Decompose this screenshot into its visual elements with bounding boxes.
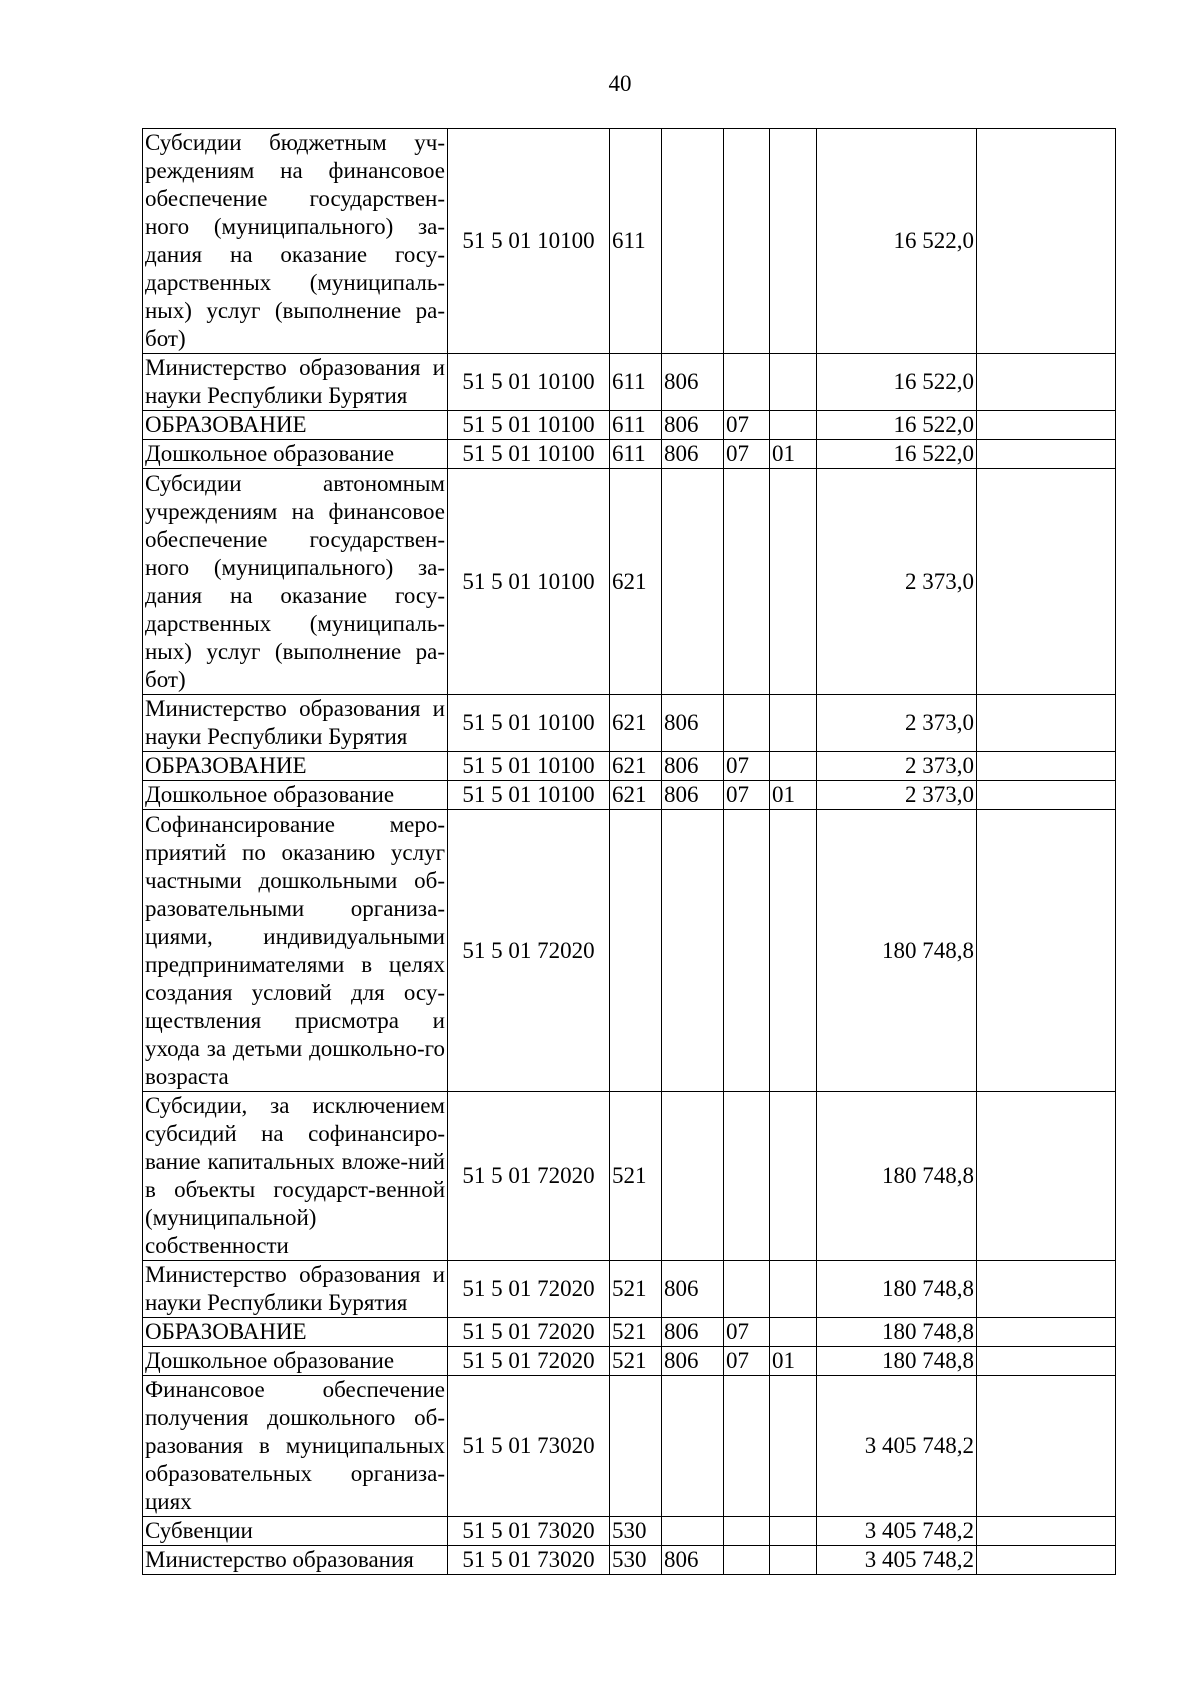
row-subsection — [770, 469, 817, 695]
row-ministry-code — [662, 810, 724, 1092]
row-subsection — [770, 1092, 817, 1261]
row-extra — [977, 695, 1116, 752]
budget-table — [142, 128, 1116, 1575]
row-section — [724, 1546, 770, 1575]
row-section: 07 — [724, 1318, 770, 1347]
row-ministry-code: 806 — [662, 1347, 724, 1376]
row-subsection: 01 — [770, 1347, 817, 1376]
row-expense-type — [610, 1376, 662, 1517]
row-extra — [977, 1318, 1116, 1347]
row-subsection — [770, 129, 817, 354]
row-subsection — [770, 695, 817, 752]
table-row — [143, 1517, 1116, 1546]
row-amount: 16 522,0 — [817, 411, 977, 440]
row-ministry-code: 806 — [662, 752, 724, 781]
row-target-article: 51 5 01 10100 — [448, 752, 610, 781]
row-name: Субсидии бюджетным уч-реждениям на финансовое обеспечение государствен-ного (муниципального) за-дания на оказание госу-дарственных (муниципаль-ных) услуг (выполнение ра-бот) — [143, 129, 448, 354]
row-name: Министерство образования и науки Республики Бурятия — [143, 695, 448, 752]
row-expense-type: 521 — [610, 1318, 662, 1347]
row-expense-type: 521 — [610, 1092, 662, 1261]
row-subsection — [770, 1376, 817, 1517]
row-section: 07 — [724, 752, 770, 781]
row-target-article: 51 5 01 10100 — [448, 469, 610, 695]
table-row — [143, 411, 1116, 440]
row-amount: 3 405 748,2 — [817, 1517, 977, 1546]
row-extra — [977, 1092, 1116, 1261]
row-extra — [977, 810, 1116, 1092]
row-subsection — [770, 1318, 817, 1347]
row-subsection — [770, 1517, 817, 1546]
row-target-article: 51 5 01 10100 — [448, 781, 610, 810]
table-row — [143, 752, 1116, 781]
row-expense-type: 530 — [610, 1546, 662, 1575]
row-amount: 180 748,8 — [817, 810, 977, 1092]
row-amount: 2 373,0 — [817, 752, 977, 781]
row-target-article: 51 5 01 72020 — [448, 1092, 610, 1261]
table-row — [143, 354, 1116, 411]
row-subsection — [770, 1261, 817, 1318]
row-ministry-code: 806 — [662, 1546, 724, 1575]
row-name: Софинансирование меро-приятий по оказанию услуг частными дошкольными об-разовательными организа-циями, индивидуальными предпринимателями в целях создания условий для осу-ществления присмотра и ухода за детьми дошкольно-го возраста — [143, 810, 448, 1092]
row-extra — [977, 469, 1116, 695]
row-section: 07 — [724, 781, 770, 810]
table-row — [143, 695, 1116, 752]
table-row — [143, 1546, 1116, 1575]
table-row — [143, 1376, 1116, 1517]
row-subsection — [770, 810, 817, 1092]
row-ministry-code: 806 — [662, 411, 724, 440]
row-amount: 16 522,0 — [817, 440, 977, 469]
row-name: ОБРАЗОВАНИЕ — [143, 1318, 448, 1347]
row-subsection — [770, 1546, 817, 1575]
row-amount: 16 522,0 — [817, 129, 977, 354]
row-section — [724, 469, 770, 695]
row-section — [724, 1261, 770, 1318]
row-expense-type: 621 — [610, 469, 662, 695]
row-section: 07 — [724, 411, 770, 440]
row-name: Субсидии, за исключением субсидий на софинансиро-вание капитальных вложе-ний в объекты государст-венной (муниципальной) собственности — [143, 1092, 448, 1261]
row-expense-type: 521 — [610, 1347, 662, 1376]
row-expense-type: 621 — [610, 752, 662, 781]
row-target-article: 51 5 01 10100 — [448, 440, 610, 469]
row-ministry-code: 806 — [662, 695, 724, 752]
row-amount: 3 405 748,2 — [817, 1546, 977, 1575]
row-extra — [977, 1261, 1116, 1318]
row-name: Министерство образования и науки Республики Бурятия — [143, 354, 448, 411]
row-target-article: 51 5 01 72020 — [448, 810, 610, 1092]
table-row — [143, 781, 1116, 810]
row-amount: 180 748,8 — [817, 1092, 977, 1261]
row-amount: 3 405 748,2 — [817, 1376, 977, 1517]
row-target-article: 51 5 01 10100 — [448, 411, 610, 440]
row-expense-type: 611 — [610, 411, 662, 440]
table-row — [143, 469, 1116, 695]
row-target-article: 51 5 01 72020 — [448, 1261, 610, 1318]
row-name: Финансовое обеспечение получения дошкольного об-разования в муниципальных образовательных организа-циях — [143, 1376, 448, 1517]
row-extra — [977, 1517, 1116, 1546]
row-amount: 16 522,0 — [817, 354, 977, 411]
row-section: 07 — [724, 1347, 770, 1376]
row-ministry-code: 806 — [662, 781, 724, 810]
row-expense-type: 611 — [610, 354, 662, 411]
row-target-article: 51 5 01 72020 — [448, 1318, 610, 1347]
row-target-article: 51 5 01 73020 — [448, 1376, 610, 1517]
row-amount: 2 373,0 — [817, 695, 977, 752]
row-subsection: 01 — [770, 440, 817, 469]
row-name: Субвенции — [143, 1517, 448, 1546]
row-subsection: 01 — [770, 781, 817, 810]
row-extra — [977, 752, 1116, 781]
page-number: 40 — [608, 71, 632, 96]
row-target-article: 51 5 01 10100 — [448, 129, 610, 354]
row-expense-type: 530 — [610, 1517, 662, 1546]
row-subsection — [770, 411, 817, 440]
row-subsection — [770, 752, 817, 781]
row-expense-type: 621 — [610, 781, 662, 810]
row-name: ОБРАЗОВАНИЕ — [143, 411, 448, 440]
row-ministry-code: 806 — [662, 1318, 724, 1347]
row-name: ОБРАЗОВАНИЕ — [143, 752, 448, 781]
table-row — [143, 810, 1116, 1092]
row-expense-type — [610, 810, 662, 1092]
row-ministry-code: 806 — [662, 354, 724, 411]
row-subsection — [770, 354, 817, 411]
table-row — [143, 1347, 1116, 1376]
row-section — [724, 129, 770, 354]
row-expense-type: 621 — [610, 695, 662, 752]
row-ministry-code: 806 — [662, 1261, 724, 1318]
row-extra — [977, 129, 1116, 354]
table-row — [143, 129, 1116, 354]
row-amount: 2 373,0 — [817, 469, 977, 695]
row-section — [724, 695, 770, 752]
row-amount: 180 748,8 — [817, 1347, 977, 1376]
row-name: Министерство образования — [143, 1546, 448, 1575]
row-section — [724, 1376, 770, 1517]
row-ministry-code: 806 — [662, 440, 724, 469]
row-extra — [977, 1347, 1116, 1376]
row-amount: 2 373,0 — [817, 781, 977, 810]
row-ministry-code — [662, 469, 724, 695]
row-expense-type: 611 — [610, 129, 662, 354]
row-section — [724, 1517, 770, 1546]
row-extra — [977, 440, 1116, 469]
row-extra — [977, 411, 1116, 440]
table-row — [143, 1092, 1116, 1261]
row-ministry-code — [662, 1376, 724, 1517]
row-target-article: 51 5 01 72020 — [448, 1347, 610, 1376]
row-name: Дошкольное образование — [143, 1347, 448, 1376]
row-section — [724, 810, 770, 1092]
row-ministry-code — [662, 1092, 724, 1261]
row-ministry-code — [662, 129, 724, 354]
row-name: Субсидии автономным учреждениям на финансовое обеспечение государствен-ного (муниципального) за-дания на оказание госу-дарственных (муниципаль-ных) услуг (выполнение ра-бот) — [143, 469, 448, 695]
row-expense-type: 611 — [610, 440, 662, 469]
row-target-article: 51 5 01 73020 — [448, 1517, 610, 1546]
table-row — [143, 1261, 1116, 1318]
row-target-article: 51 5 01 10100 — [448, 354, 610, 411]
row-name: Дошкольное образование — [143, 781, 448, 810]
row-extra — [977, 781, 1116, 810]
row-expense-type: 521 — [610, 1261, 662, 1318]
table-row — [143, 1318, 1116, 1347]
row-target-article: 51 5 01 10100 — [448, 695, 610, 752]
row-extra — [977, 1546, 1116, 1575]
row-amount: 180 748,8 — [817, 1261, 977, 1318]
row-amount: 180 748,8 — [817, 1318, 977, 1347]
row-name: Министерство образования и науки Республики Бурятия — [143, 1261, 448, 1318]
row-section — [724, 1092, 770, 1261]
row-extra — [977, 354, 1116, 411]
row-section: 07 — [724, 440, 770, 469]
row-extra — [977, 1376, 1116, 1517]
row-target-article: 51 5 01 73020 — [448, 1546, 610, 1575]
table-row — [143, 440, 1116, 469]
row-name: Дошкольное образование — [143, 440, 448, 469]
row-section — [724, 354, 770, 411]
row-ministry-code — [662, 1517, 724, 1546]
